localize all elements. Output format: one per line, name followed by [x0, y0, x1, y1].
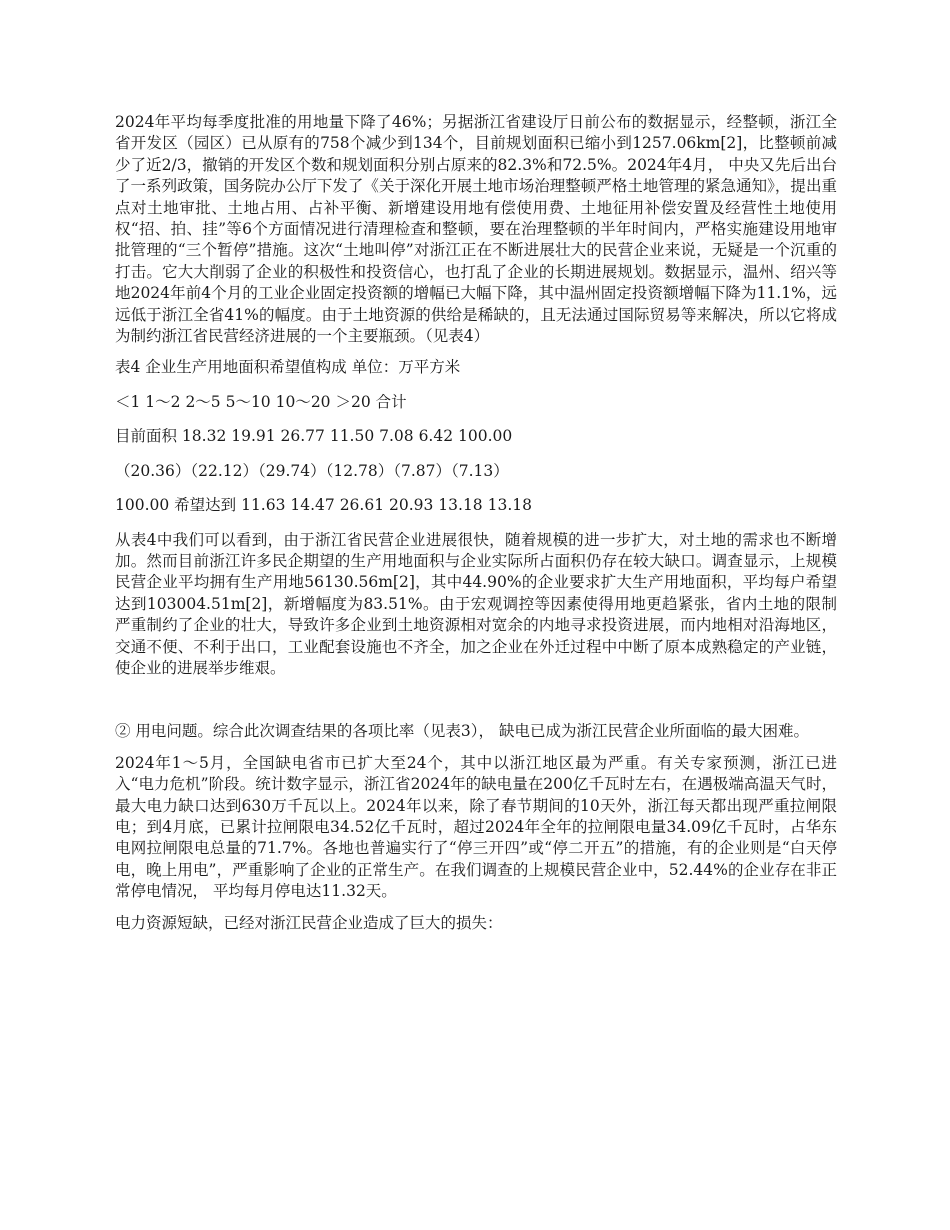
- document-body: [115, 112, 837, 944]
- paragraph-electricity-heading: ② 用电问题。综合此次调查结果的各项比率（见表3）， 缺电已成为浙江民营企业所面临的最大困难。: [115, 722, 809, 741]
- table-row-percentages: （20.36）（22.12）（29.74）（12.78）（7.87）（7.13）: [115, 461, 509, 480]
- table-header-row: ＜1 1～2 2～5 5～10 10～20 ＞20 合计: [115, 392, 407, 411]
- table-row-current-area: 目前面积 18.32 19.91 26.77 11.50 7.08 6.42 100.00: [115, 427, 513, 446]
- table-row-desired-area: 100.00 希望达到 11.63 14.47 26.61 20.93 13.18 13.18: [115, 496, 532, 515]
- section-gap: [115, 689, 837, 721]
- paragraph-land-policy: 2024年平均每季度批准的用地量下降了46%；另据浙江省建设厅日前公布的数据显示，经整顿，浙江全省开发区（园区）已从原有的758个减少到134个，目前规划面积已缩小到1257.06km[2]，比整顿前减少了近2/3，撤销的开发区个数和规划面积分别占原来的82.3%和72.5%。2024年4月， 中央又先后出台了一系列政策，国务院办公厅下发了《关于深化开展土地市场治理整顿严格土地管理的紧急通知》，提出重点对土地审批、土地占用、占补平衡、新增建设用地有偿使用费、土地征用补偿安置及经营性土地使用权“招、拍、挂”等6个方面情况进行清理检查和整顿，要在治理整顿的半年时间内，严格实施建设用地审批管理的“三个暂停”措施。这次“土地叫停”对浙江正在不断进展壮大的民营企业来说，无疑是一个沉重的打击。它大大削弱了企业的积极性和投资信心，也打乱了企业的长期进展规划。数据显示，温州、绍兴等地2024年前4个月的工业企业固定投资额的增幅已大幅下降，其中温州固定投资额增幅下降为11.1%，远远低于浙江全省41%的幅度。由于土地资源的供给是稀缺的，且无法通过国际贸易等来解决，所以它将成为制约浙江省民营经济进展的一个主要瓶颈。（见表4）: [115, 113, 837, 346]
- paragraph-land-demand: 从表4中我们可以看到，由于浙江省民营企业进展很快，随着规模的进一步扩大，对土地的需求也不断增加。然而目前浙江许多民企期望的生产用地面积与企业实际所占面积仍存在较大缺口。调查显示，上规模民营企业平均拥有生产用地56130.56m[2]，其中44.90%的企业要求扩大生产用地面积，平均每户希望达到103004.51m[2]，新增幅度为83.51%。由于宏观调控等因素使得用地更趋紧张，省内土地的限制严重制约了企业的壮大，导致许多企业到土地资源相对宽余的内地寻求投资进展，而内地相对沿海地区，交通不便、不利于出口，工业配套设施也不齐全，加之企业在外迁过程中中断了原本成熟稳定的产业链，使企业的进展举步维艰。: [115, 530, 837, 677]
- paragraph-electricity-loss: 电力资源短缺，已经对浙江民营企业造成了巨大的损失：: [115, 913, 503, 932]
- paragraph-electricity-shortage: 2024年1～5月，全国缺电省市已扩大至24个，其中以浙江地区最为严重。有关专家预测，浙江已进入“电力危机”阶段。统计数字显示，浙江省2024年的缺电量在200亿千瓦时左右，在遇极端高温天气时，最大电力缺口达到630万千瓦以上。2024年以来，除了春节期间的10天外，浙江每天都出现严重拉闸限电；到4月底，已累计拉闸限电34.52亿千瓦时，超过2024年全年的拉闸限电量34.09亿千瓦时，占华东电网拉闸限电总量的71.7%。各地也普遍实行了“停三开四”或“停二开五”的措施，有的企业则是“白天停电，晚上用电”，严重影响了企业的正常生产。在我们调查的上规模民营企业中，52.44%的企业存在非正常停电情况， 平均每月停电达11.32天。: [115, 753, 837, 901]
- table-caption: 表4 企业生产用地面积希望值构成 单位：万平方米: [115, 358, 461, 377]
